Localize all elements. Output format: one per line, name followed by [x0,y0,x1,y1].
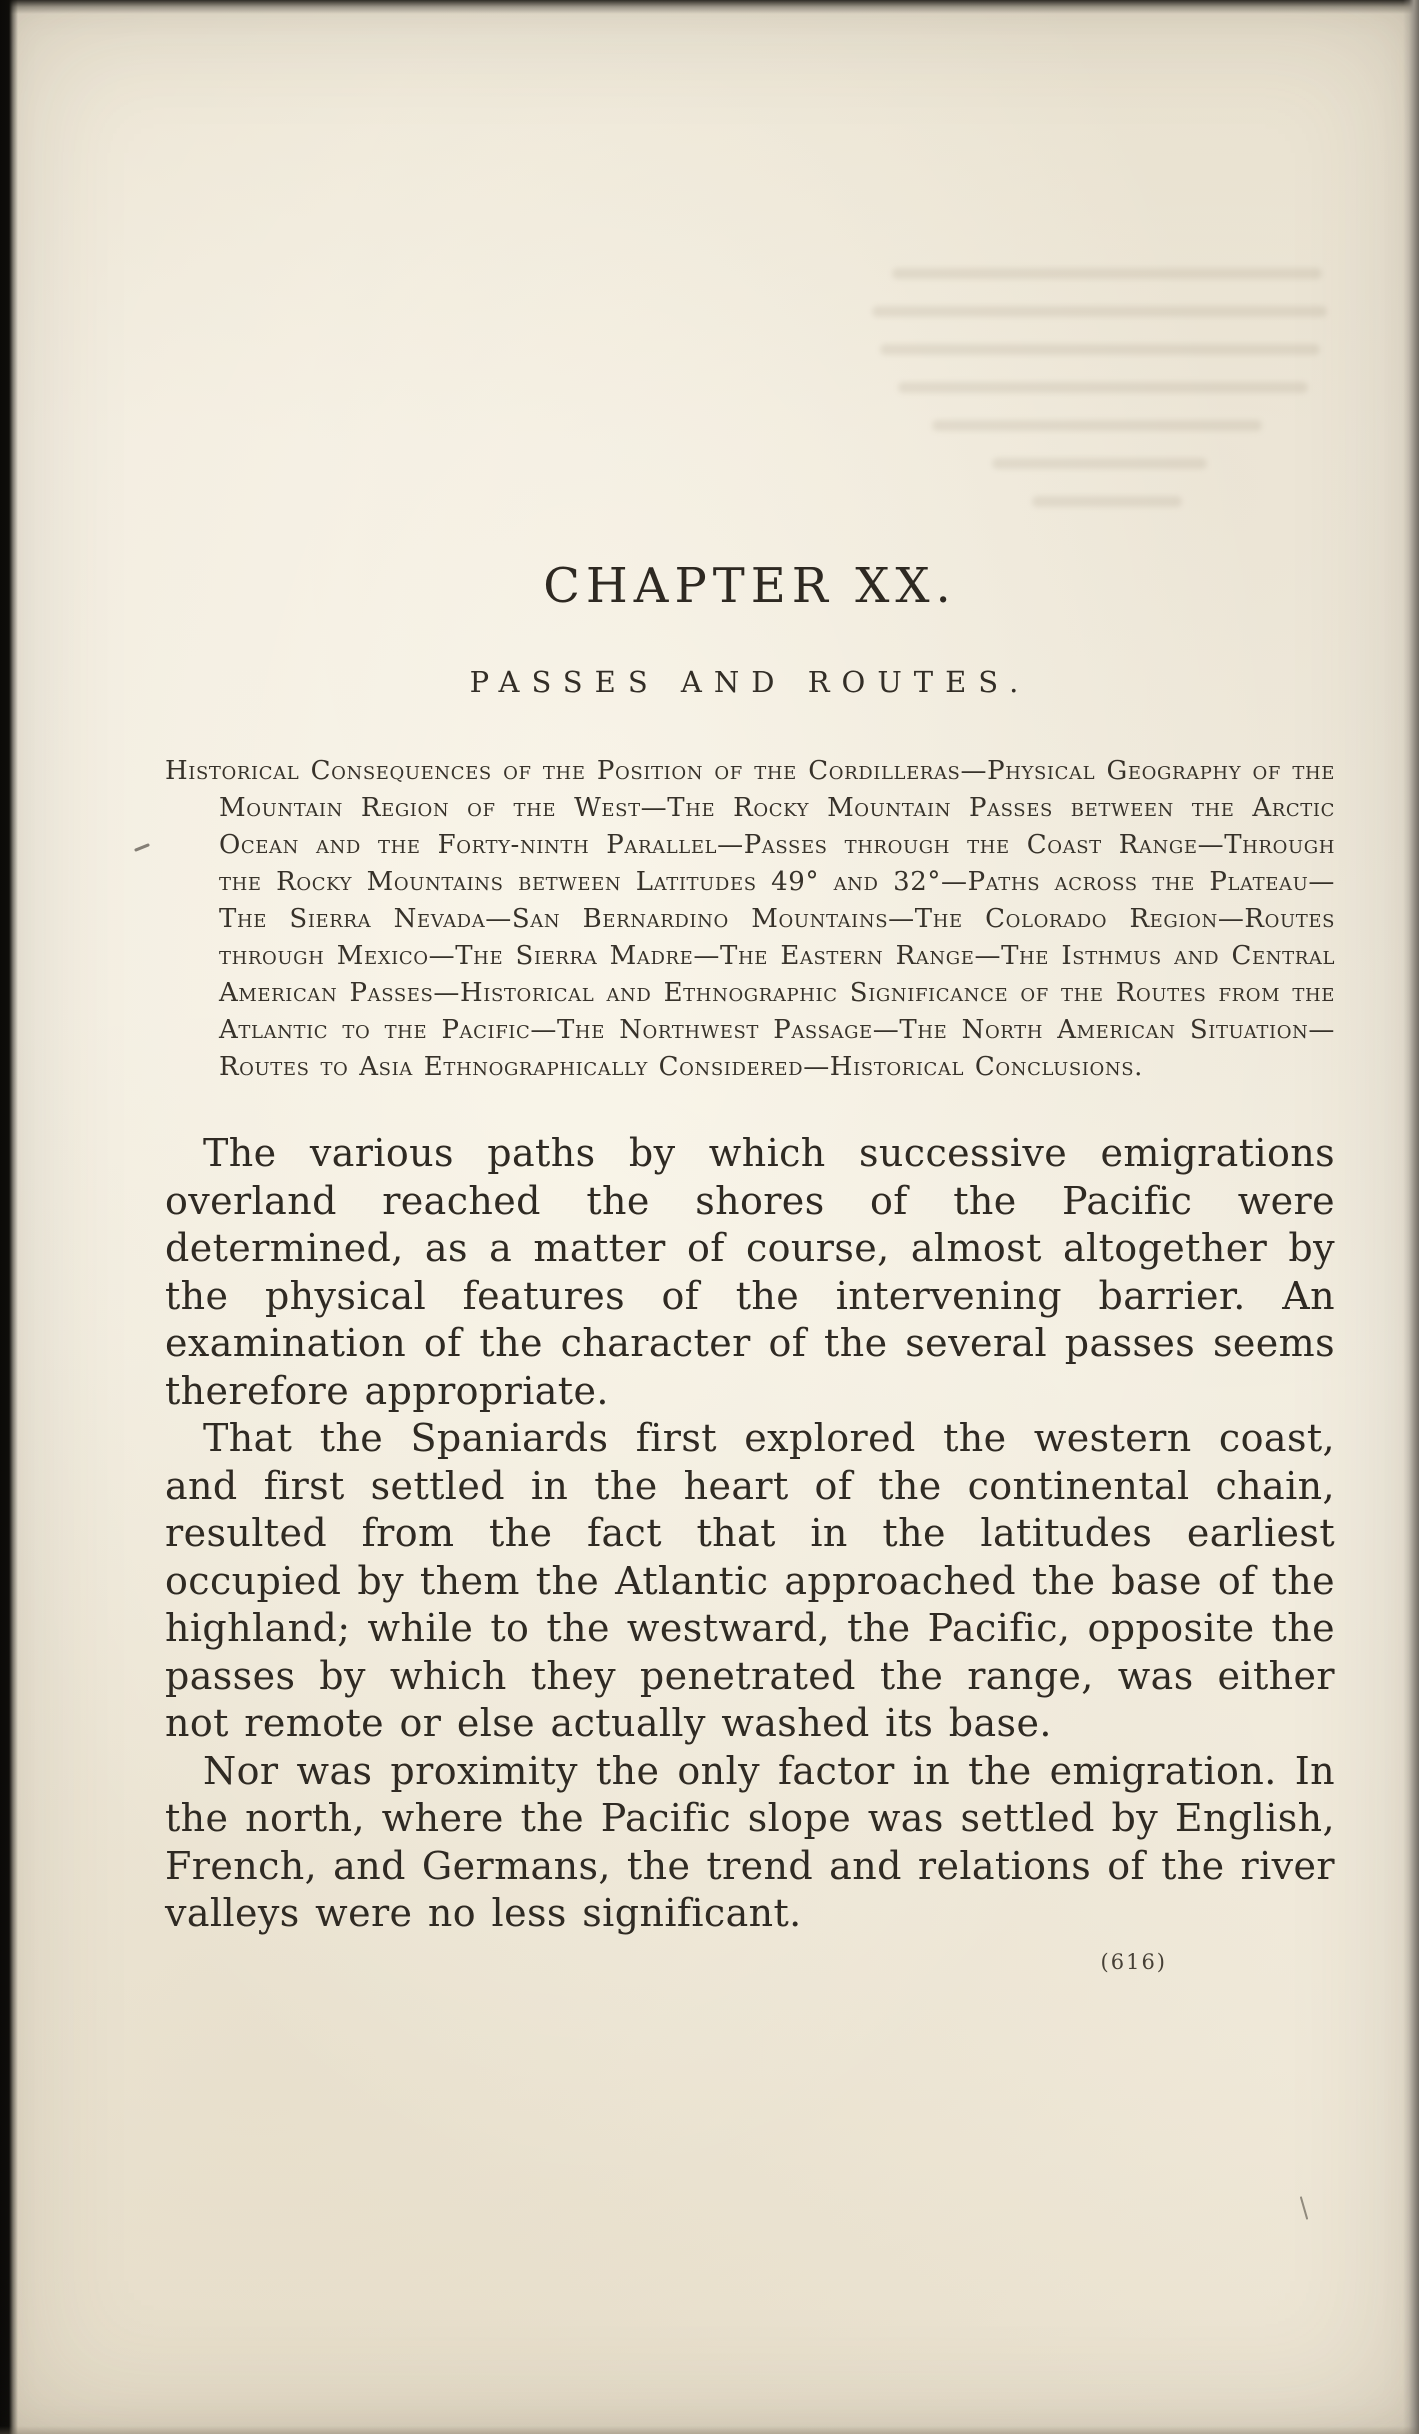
text-column [165,0,1335,1974]
scan-edge-top [0,0,1419,14]
paragraph-1: The various paths by which successive emigrations overland reached the shores of the Pacific were determined, as a matter of course, almost altogether by the physical features of the intervening barrier. An examination of the character of the several passes seems therefore appropriate. [165,1131,1335,1413]
page-number: (616) [1100,1949,1167,1974]
scan-edge-bottom [0,2426,1419,2434]
chapter-subtitle: PASSES AND ROUTES. [469,665,1031,699]
scan-artifact-slash [1300,2196,1309,2220]
scan-edge-right [1403,0,1419,2434]
paragraph-2: That the Spaniards first explored the western coast, and first settled in the heart of the continental chain, resulted from the fact that in the latitudes earliest occupied by them the Atlantic approached the base of the highland; while to the westward, the Pacific, opposite the passes by which they penetrated the range, was either not remote or else actually washed its base. [165,1416,1335,1745]
scan-artifact-dash [134,843,150,852]
chapter-heading: CHAPTER XX. [543,558,957,614]
chapter-synopsis: Historical Consequences of the Position of the Cordilleras—Physical Geography of the Mountain Region of the West—The Rocky Mountain Passes between the Arctic Ocean and the Forty-ninth Parallel—Passes through the Coast Range—Through the Rocky Mountains between Latitudes 49° and 32°—Paths across the Plateau—The Sierra Nevada—San Bernardino Mountains—The Colorado Region—Routes through Mexico—The Sierra Madre—The Eastern Range—The Isthmus and Central American Passes—Historical and Ethnographic Significance of the Routes from the Atlantic to the Pacific—The Northwest Passage—The North American Situation—Routes to Asia Ethnographically Considered—Historical Conclusions. [165,756,1335,1082]
paragraph-3: Nor was proximity the only factor in the emigration. In the north, where the Pacific slope was settled by English, French, and Germans, the trend and relations of the river valleys were no less significant. [165,1748,1335,1935]
scan-edge-left [0,0,18,2434]
